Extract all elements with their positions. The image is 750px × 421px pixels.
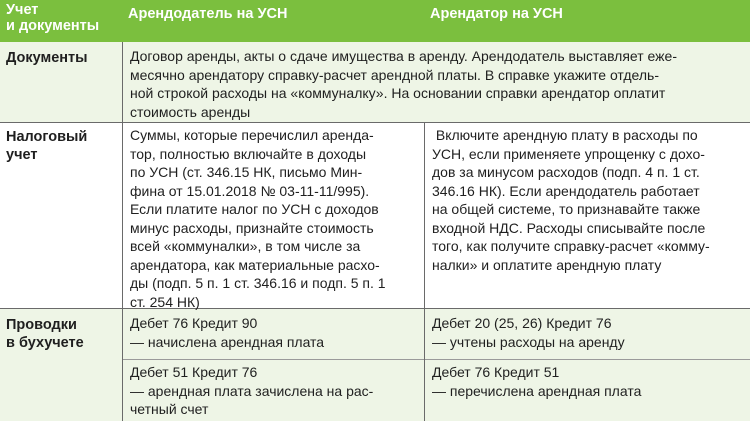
text-line: четный счет (130, 401, 209, 417)
header-col-accounting-line: и документы (6, 18, 100, 34)
header-col-landlord: Арендодатель на УСН (128, 6, 288, 22)
header-col-accounting (6, 2, 116, 34)
posting-landlord-receipt (130, 363, 373, 419)
documents-text (130, 47, 677, 121)
tax-tenant-text (432, 126, 710, 274)
column-divider (424, 122, 425, 421)
row-label-postings (6, 316, 116, 352)
text-line: Дебет 76 Кредит 90 (130, 315, 258, 331)
tax-landlord-text (130, 126, 386, 311)
text-line: фина от 15.01.2018 № 03-11-11/995). (130, 182, 370, 199)
text-line: Включите арендную плату в расходы по (432, 127, 698, 143)
text-line: месячно арендатору справку-расчет арендной платы. В справке укажите отдель- (130, 66, 659, 83)
text-line: — начислена арендная плата (130, 333, 325, 350)
posting-landlord-accrual (130, 314, 324, 351)
text-line: минус расходы, признайте стоимость (130, 219, 374, 236)
text-line: — перечислена арендная плата (432, 382, 642, 399)
label-line: учет (6, 147, 38, 163)
posting-tenant-payment (432, 363, 641, 400)
text-line: на общей системе, то признавайте также (432, 201, 701, 217)
text-line: Договор аренды, акты о сдаче имущества в аренду. Арендодатель выставляет еже- (130, 48, 677, 64)
text-line: входной НДС. Расходы списывайте после (432, 219, 706, 236)
label-line: Проводки (6, 317, 77, 333)
row-label-documents: Документы (6, 50, 88, 66)
text-line: — учтены расходы на аренду (432, 333, 625, 350)
text-line: арендатора, как материальные расхо- (130, 256, 380, 273)
row-label-tax (6, 128, 116, 164)
text-line: Дебет 76 Кредит 51 (432, 364, 560, 380)
text-line: всей «коммуналки», в том числе за (130, 238, 361, 254)
column-divider (122, 42, 123, 421)
label-line: Налоговый (6, 129, 88, 145)
text-line: стоимость аренды (130, 103, 251, 120)
text-line: Дебет 51 Кредит 76 (130, 364, 258, 380)
text-line: ды (подп. 5 п. 1 ст. 346.16 и подп. 5 п. 1 (130, 275, 386, 291)
row-divider (0, 122, 750, 123)
table-header (0, 0, 750, 42)
text-line: ной строкой расходы на «коммуналку». На основании справки арендатор оплатит (130, 85, 666, 101)
text-line: того, как получите справку-расчет «комму- (432, 238, 710, 254)
text-line: УСН, если применяете упрощенку с дохо- (432, 145, 705, 162)
postings-subdivider (122, 359, 750, 360)
text-line: налки» и оплатите арендную плату (432, 256, 662, 273)
header-col-accounting-line: Учет (6, 2, 39, 18)
header-col-tenant: Арендатор на УСН (430, 6, 563, 22)
text-line: Суммы, которые перечислил аренда- (130, 127, 374, 143)
text-line: тор, полностью включайте в доходы (130, 145, 367, 162)
text-line: Дебет 20 (25, 26) Кредит 76 (432, 315, 612, 331)
text-line: Если платите налог по УСН с доходов (130, 201, 379, 217)
text-line: по УСН (ст. 346.15 НК, письмо Мин- (130, 164, 363, 180)
text-line: — арендная плата зачислена на рас- (130, 382, 374, 399)
text-line: 346.16 НК). Если арендодатель работает (432, 182, 700, 199)
text-line: ст. 254 НК) (130, 293, 200, 310)
label-line: в бухучете (6, 335, 84, 351)
text-line: дов за минусом расходов (подп. 4 п. 1 ст. (432, 164, 700, 180)
posting-tenant-expense (432, 314, 625, 351)
